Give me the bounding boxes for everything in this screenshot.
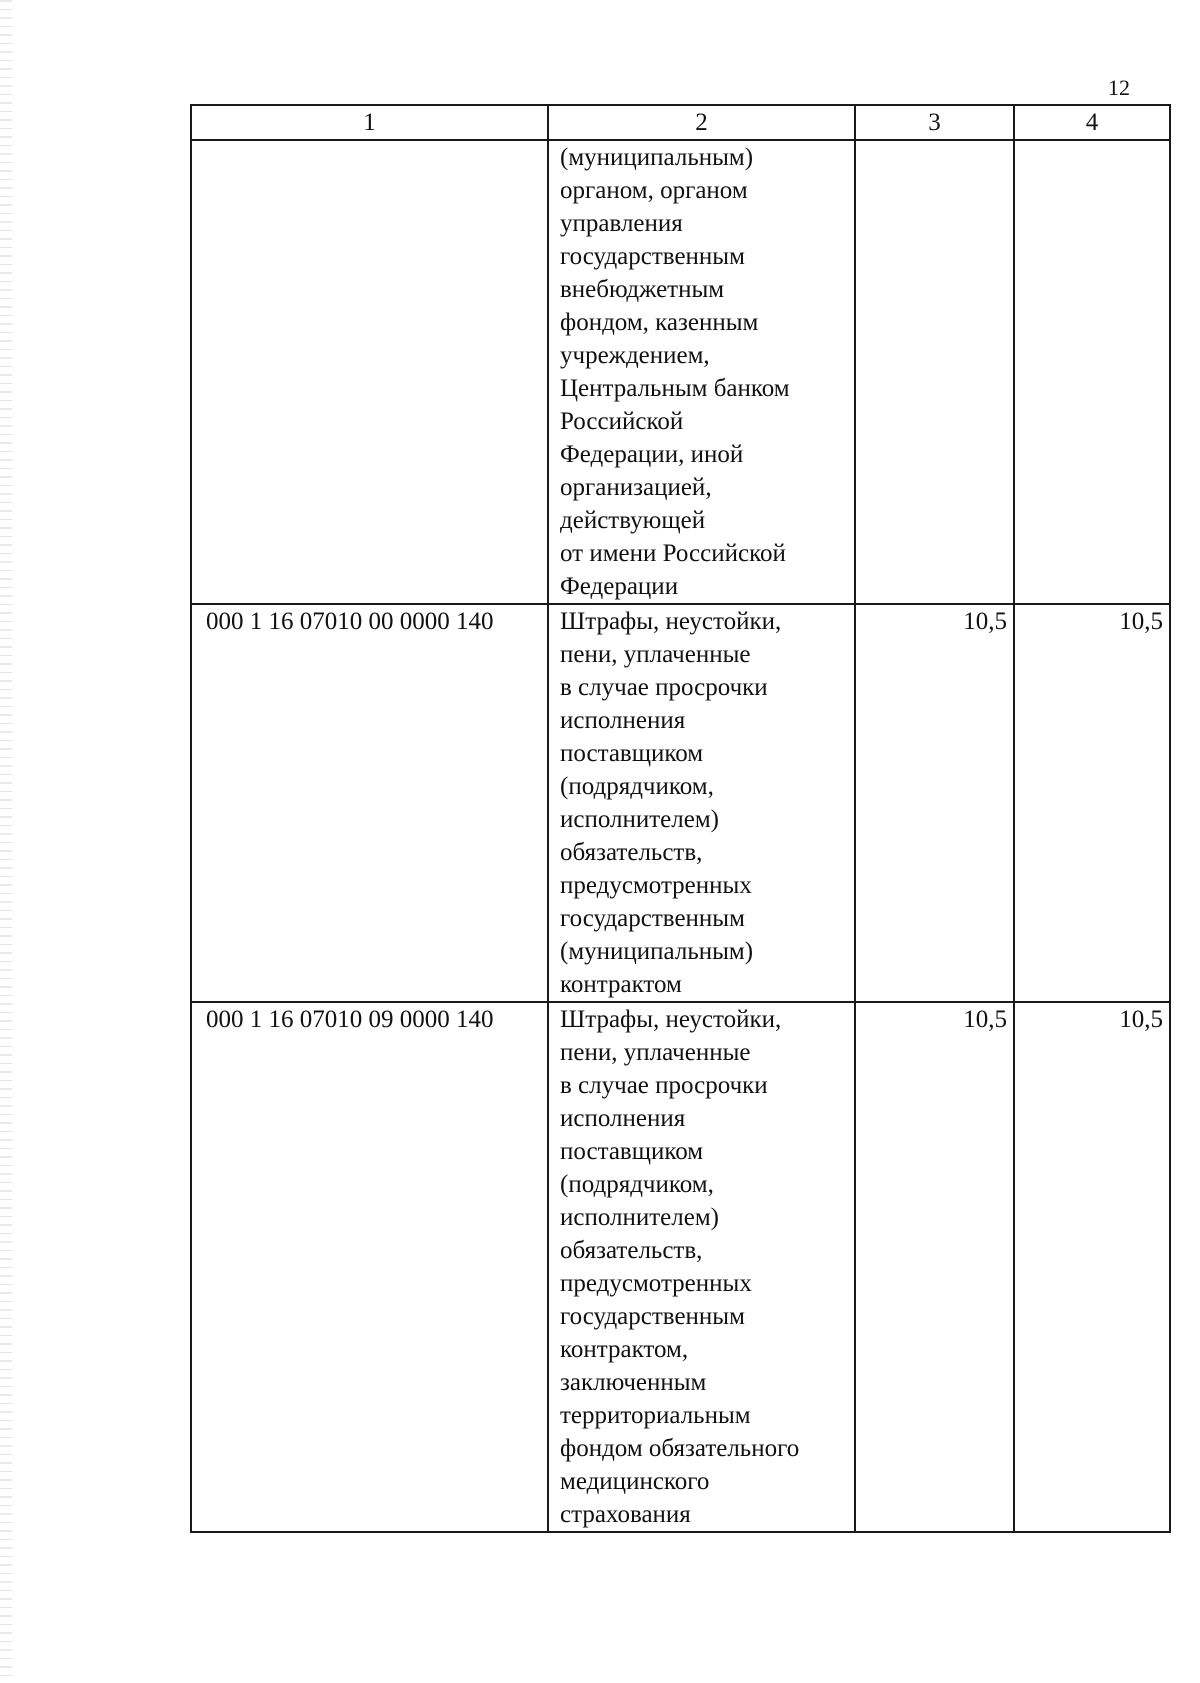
description-line: в случае просрочки: [560, 674, 768, 701]
description-line: страхования: [560, 1501, 691, 1528]
description-line: обязательств,: [560, 839, 703, 866]
table-row: [191, 604, 1170, 1002]
description-line: исполнения: [560, 1105, 686, 1132]
description-line: (муниципальным): [560, 144, 754, 171]
description-line: пени, уплаченные: [560, 1039, 751, 1066]
scan-edge-artifact: [0, 0, 12, 1683]
budget-code: 000 1 16 07010 09 0000 140: [191, 1002, 548, 1532]
description-line: (подрядчиком,: [560, 773, 714, 800]
description-line: учреждением,: [560, 342, 710, 369]
budget-code: 000 1 16 07010 00 0000 140: [191, 604, 548, 1002]
page-number: 12: [1108, 75, 1130, 100]
description-line: исполнителем): [560, 806, 719, 833]
description-line: исполнителем): [560, 1204, 719, 1231]
description-line: пени, уплаченные: [560, 641, 751, 668]
description-line: Штрафы, неустойки,: [560, 608, 782, 635]
description-line: предусмотренных: [560, 872, 752, 899]
description-line: Федерации, иной: [560, 441, 744, 468]
description-line: от имени Российской: [560, 540, 786, 567]
description-line: Федерации: [560, 573, 679, 600]
budget-table: [190, 104, 1171, 1533]
description-line: медицинского: [560, 1468, 710, 1495]
table-header-row: [191, 105, 1170, 140]
value-col-3: [855, 140, 1014, 604]
description-line: контрактом: [560, 971, 682, 998]
table-row: [191, 1002, 1170, 1532]
value-col-3: 10,5: [855, 604, 1014, 1002]
value-col-4: [1014, 140, 1170, 604]
column-header-4: 4: [1014, 105, 1170, 140]
value-col-4: 10,5: [1014, 604, 1170, 1002]
value-col-4: 10,5: [1014, 1002, 1170, 1532]
description-line: государственным: [560, 243, 745, 270]
description-line: обязательств,: [560, 1237, 703, 1264]
row-description: [548, 140, 855, 604]
description-line: фондом, казенным: [560, 309, 759, 336]
description-line: поставщиком: [560, 1138, 704, 1165]
budget-code: [191, 140, 548, 604]
description-line: заключенным: [560, 1369, 707, 1396]
description-line: в случае просрочки: [560, 1072, 768, 1099]
description-line: фондом обязательного: [560, 1435, 800, 1462]
description-line: государственным: [560, 1303, 745, 1330]
column-header-1: 1: [191, 105, 548, 140]
description-line: исполнения: [560, 707, 686, 734]
description-line: государственным: [560, 905, 745, 932]
description-line: внебюджетным: [560, 276, 725, 303]
description-line: контрактом,: [560, 1336, 689, 1363]
description-line: Штрафы, неустойки,: [560, 1006, 782, 1033]
value-col-3: 10,5: [855, 1002, 1014, 1532]
description-line: (муниципальным): [560, 938, 754, 965]
description-line: организацией,: [560, 474, 712, 501]
row-description: [548, 604, 855, 1002]
description-line: органом, органом: [560, 177, 748, 204]
column-header-3: 3: [855, 105, 1014, 140]
description-line: поставщиком: [560, 740, 704, 767]
column-header-2: 2: [548, 105, 855, 140]
description-line: действующей: [560, 507, 706, 534]
description-line: управления: [560, 210, 683, 237]
row-description: [548, 1002, 855, 1532]
table-row: [191, 140, 1170, 604]
description-line: Российской: [560, 408, 684, 435]
description-line: предусмотренных: [560, 1270, 752, 1297]
description-line: территориальным: [560, 1402, 751, 1429]
description-line: (подрядчиком,: [560, 1171, 714, 1198]
description-line: Центральным банком: [560, 375, 790, 402]
